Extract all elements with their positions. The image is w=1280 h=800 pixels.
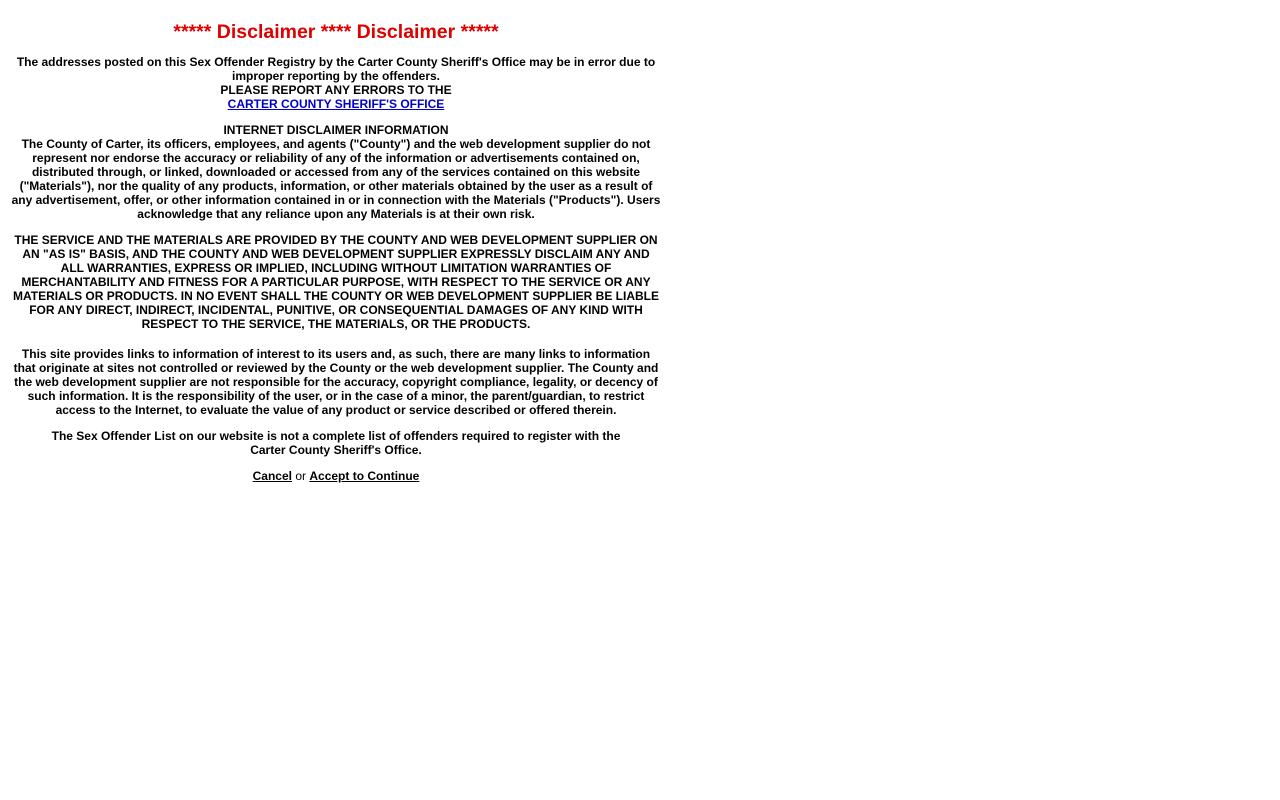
offender-list-notice — [8, 429, 664, 457]
disclaimer-title: ***** Disclaimer **** Disclaimer ***** — [173, 21, 499, 43]
cancel-link[interactable]: Cancel — [252, 469, 292, 483]
paragraph-line: THE SERVICE AND THE MATERIALS ARE PROVIDED BY THE COUNTY AND WEB DEVELOPMENT SUPPLIER ON — [14, 233, 658, 247]
warranty-disclaimer — [8, 233, 664, 331]
paragraph-line: This site provides links to information of interest to its users and, as such, there are many links to information — [21, 347, 651, 361]
sheriff-office-link[interactable]: CARTER COUNTY SHERIFF'S OFFICE — [227, 97, 445, 111]
disclaimer-actions — [8, 469, 664, 483]
paragraph-line: the web development supplier are not responsible for the accuracy, copyright compliance, legality, or decency of — [14, 375, 658, 389]
paragraph-line: that originate at sites not controlled or reviewed by the County or the web development supplier. The County and — [13, 361, 659, 375]
paragraph-line: Carter County Sheriff's Office. — [250, 443, 422, 457]
paragraph-line: any advertisement, offer, or other information contained in or in connection with the Materials ("Products"). Users — [11, 193, 661, 207]
paragraph-line: The Sex Offender List on our website is not a complete list of offenders required to register with the — [51, 429, 621, 443]
notice-line: The addresses posted on this Sex Offender Registry by the Carter County Sheriff's Office may be in error due to — [16, 55, 656, 69]
paragraph-line: acknowledge that any reliance upon any Materials is at their own risk. — [137, 207, 535, 221]
accept-continue-link[interactable]: Accept to Continue — [309, 469, 420, 483]
paragraph-line: ALL WARRANTIES, EXPRESS OR IMPLIED, INCLUDING WITHOUT LIMITATION WARRANTIES OF — [60, 261, 612, 275]
address-error-notice — [8, 55, 664, 111]
paragraph-line: access to the Internet, to evaluate the value of any product or service described or offered therein. — [55, 403, 617, 417]
internet-disclaimer — [8, 123, 664, 221]
paragraph-line: MERCHANTABILITY AND FITNESS FOR A PARTICULAR PURPOSE, WITH RESPECT TO THE SERVICE OR ANY — [21, 275, 651, 289]
paragraph-line: MATERIALS OR PRODUCTS. IN NO EVENT SHALL THE COUNTY OR WEB DEVELOPMENT SUPPLIER BE LIABLE — [12, 289, 660, 303]
paragraph-line: such information. It is the responsibility of the user, or in the case of a minor, the parent/guardian, to restrict — [27, 389, 645, 403]
paragraph-line: AN "AS IS" BASIS, AND THE COUNTY AND WEB DEVELOPMENT SUPPLIER EXPRESSLY DISCLAIM ANY AND — [22, 247, 650, 261]
external-links-disclaimer — [8, 347, 664, 417]
notice-line: improper reporting by the offenders. — [231, 69, 441, 83]
paragraph-line: RESPECT TO THE SERVICE, THE MATERIALS, OR THE PRODUCTS. — [141, 317, 531, 331]
report-errors-text: PLEASE REPORT ANY ERRORS TO THE — [220, 83, 452, 97]
or-separator: or — [295, 469, 310, 483]
paragraph-line: ("Materials"), nor the quality of any products, information, or other materials obtained by the user as a result of — [19, 179, 653, 193]
paragraph-line: FOR ANY DIRECT, INDIRECT, INCIDENTAL, PUNITIVE, OR CONSEQUENTIAL DAMAGES OF ANY KIND WITH — [29, 303, 643, 317]
paragraph-line: represent nor endorse the accuracy or reliability of any of the information or advertisements contained on, — [32, 151, 640, 165]
paragraph-line: The County of Carter, its officers, employees, and agents ("County") and the web development supplier do not — [21, 137, 651, 151]
internet-disclaimer-heading: INTERNET DISCLAIMER INFORMATION — [223, 123, 449, 137]
disclaimer-container — [8, 18, 664, 483]
paragraph-line: distributed through, or linked, downloaded or accessed from any of the services contained on this website — [31, 165, 641, 179]
